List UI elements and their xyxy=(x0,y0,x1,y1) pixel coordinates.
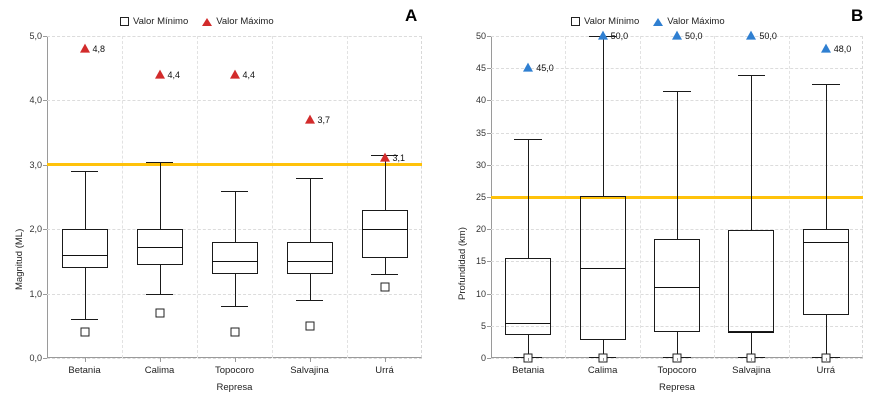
whisker-cap-upper xyxy=(812,84,840,85)
max-value-label: 3,7 xyxy=(317,114,331,125)
x-tick-label: Topocoro xyxy=(214,365,255,376)
max-value-label: 48,0 xyxy=(833,43,852,54)
max-value-label: 4,4 xyxy=(242,69,256,80)
y-tick-mark xyxy=(487,294,491,295)
legend-label-min-a: Valor Mínimo xyxy=(133,16,189,27)
y-tick-mark xyxy=(487,326,491,327)
median-line xyxy=(137,247,183,248)
median-line xyxy=(287,261,333,262)
legend-item-min-a xyxy=(120,16,188,27)
y-tick-label: 2,0 xyxy=(29,224,42,235)
gridline xyxy=(47,100,422,101)
x-tick-mark xyxy=(677,358,678,362)
x-axis-title-a: Represa xyxy=(216,382,253,393)
max-marker xyxy=(380,153,390,162)
x-tick-label: Calima xyxy=(587,365,618,376)
box xyxy=(362,210,408,258)
whisker-cap-upper xyxy=(738,75,766,76)
y-tick-mark xyxy=(487,68,491,69)
x-tick-mark xyxy=(826,358,827,362)
triangle-up-icon xyxy=(653,18,663,26)
whisker-cap-lower xyxy=(146,294,174,295)
y-tick-mark xyxy=(487,165,491,166)
y-axis-title-b: Profundidad (km) xyxy=(457,227,468,300)
whisker-upper xyxy=(826,84,827,229)
min-marker xyxy=(80,328,89,337)
box xyxy=(62,229,108,268)
whisker-upper xyxy=(751,75,752,231)
legend-item-max-a xyxy=(202,16,273,27)
max-value-label: 4,4 xyxy=(167,69,181,80)
median-line xyxy=(212,261,258,262)
y-tick-label: 3,0 xyxy=(29,159,42,170)
max-value-label: 45,0 xyxy=(536,63,554,74)
max-marker xyxy=(598,31,608,40)
gridline xyxy=(47,36,422,37)
y-tick-label: 5 xyxy=(480,320,486,331)
x-tick-label: Betania xyxy=(512,365,545,376)
whisker-cap-lower xyxy=(71,319,99,320)
whisker-lower xyxy=(85,268,86,320)
x-tick-label: Topocoro xyxy=(657,365,697,376)
whisker-cap-lower xyxy=(221,306,249,307)
y-tick-label: 20 xyxy=(475,224,486,235)
category-separator xyxy=(122,36,123,358)
max-value-label: 50,0 xyxy=(759,31,777,41)
legend-label-min-b: Valor Mínimo xyxy=(584,16,640,27)
y-tick-mark xyxy=(487,358,491,359)
legend-item-max-b xyxy=(653,16,724,27)
max-marker xyxy=(80,43,90,52)
threshold-line xyxy=(47,163,422,166)
whisker-upper xyxy=(603,36,604,196)
y-tick-mark xyxy=(487,261,491,262)
x-tick-mark xyxy=(310,358,311,362)
x-tick-label: Urrá xyxy=(816,365,836,376)
min-marker xyxy=(155,308,164,317)
y-tick-mark xyxy=(487,36,491,37)
whisker-cap-upper xyxy=(663,91,691,92)
box xyxy=(212,242,258,274)
x-tick-mark xyxy=(751,358,752,362)
y-tick-mark xyxy=(43,100,47,101)
whisker-cap-lower xyxy=(296,300,324,301)
category-separator xyxy=(197,36,198,358)
x-tick-label: Urrá xyxy=(375,365,394,376)
whisker-lower xyxy=(310,274,311,300)
whisker-cap-upper xyxy=(514,139,542,140)
legend-label-max-a: Valor Máximo xyxy=(216,16,274,27)
y-tick-mark xyxy=(43,294,47,295)
y-tick-mark xyxy=(487,229,491,230)
plot-area-b xyxy=(475,31,863,376)
median-line xyxy=(362,229,408,230)
whisker-upper xyxy=(85,171,86,229)
y-tick-label: 25 xyxy=(475,192,486,202)
box xyxy=(654,239,700,332)
y-tick-mark xyxy=(487,133,491,134)
x-tick-label: Calima xyxy=(144,365,175,376)
legend-a xyxy=(120,16,274,27)
y-tick-label: 35 xyxy=(475,127,486,138)
y-tick-label: 4,0 xyxy=(29,95,42,106)
x-tick-mark xyxy=(160,358,161,362)
x-tick-label: Salvajina xyxy=(732,365,771,376)
x-tick-mark xyxy=(528,358,529,362)
y-tick-label: 0,0 xyxy=(29,353,42,363)
whisker-lower xyxy=(160,265,161,294)
panel-letter-b: B xyxy=(851,6,864,25)
category-separator xyxy=(272,36,273,358)
whisker-lower xyxy=(385,258,386,274)
max-value-label: 4,8 xyxy=(92,43,106,54)
panel-letter-a: A xyxy=(405,6,418,25)
chart-panel-b xyxy=(443,0,886,407)
x-tick-mark xyxy=(603,358,604,362)
whisker-upper xyxy=(235,191,236,243)
square-open-icon xyxy=(120,17,129,26)
y-tick-label: 45 xyxy=(475,63,486,74)
y-tick-label: 40 xyxy=(475,95,486,106)
category-separator xyxy=(347,36,348,358)
y-tick-label: 1,0 xyxy=(29,288,42,299)
median-line xyxy=(62,255,108,256)
y-tick-mark xyxy=(487,100,491,101)
max-marker xyxy=(672,31,682,40)
plot-area-a xyxy=(29,31,422,376)
x-tick-mark xyxy=(235,358,236,362)
min-marker xyxy=(380,283,389,292)
max-marker xyxy=(230,69,240,78)
median-line xyxy=(654,287,700,288)
median-line xyxy=(580,268,626,269)
max-marker xyxy=(523,63,533,72)
x-tick-mark xyxy=(85,358,86,362)
max-marker xyxy=(821,43,831,52)
whisker-upper xyxy=(160,162,161,230)
whisker-cap-upper xyxy=(146,162,174,163)
box xyxy=(728,230,774,332)
y-tick-label: 50 xyxy=(475,31,486,41)
max-value-label: 50,0 xyxy=(610,31,629,41)
x-tick-mark xyxy=(385,358,386,362)
whisker-lower xyxy=(235,274,236,306)
y-tick-mark xyxy=(43,229,47,230)
median-line xyxy=(803,242,849,243)
max-value-label: 3,1 xyxy=(392,153,406,164)
whisker-cap-upper xyxy=(71,171,99,172)
legend-label-max-b: Valor Máximo xyxy=(667,16,725,27)
min-marker xyxy=(230,328,239,337)
x-axis-title-b: Represa xyxy=(659,382,695,393)
y-tick-label: 30 xyxy=(475,159,486,170)
x-tick-label: Betania xyxy=(68,365,101,376)
max-marker xyxy=(746,31,756,40)
y-tick-label: 5,0 xyxy=(29,31,42,41)
y-tick-mark xyxy=(43,36,47,37)
whisker-lower xyxy=(826,315,827,357)
y-tick-label: 10 xyxy=(475,288,486,299)
triangle-up-icon xyxy=(202,18,212,26)
max-marker xyxy=(305,114,315,123)
y-tick-label: 15 xyxy=(475,256,486,267)
y-tick-mark xyxy=(43,358,47,359)
whisker-cap-upper xyxy=(296,178,324,179)
whisker-cap-lower xyxy=(371,274,399,275)
box xyxy=(505,258,551,335)
max-value-label: 50,0 xyxy=(685,31,703,41)
whisker-upper xyxy=(385,155,386,210)
box xyxy=(287,242,333,274)
y-tick-label: 0 xyxy=(480,353,486,363)
max-marker xyxy=(155,69,165,78)
legend-b xyxy=(571,16,725,27)
legend-item-min-b xyxy=(571,16,639,27)
square-open-icon xyxy=(571,17,580,26)
median-line xyxy=(728,332,774,333)
whisker-upper xyxy=(677,91,678,239)
whisker-upper xyxy=(310,178,311,242)
median-line xyxy=(505,323,551,324)
x-tick-label: Salvajina xyxy=(290,365,329,376)
whisker-upper xyxy=(528,139,529,258)
min-marker xyxy=(305,321,314,330)
whisker-cap-upper xyxy=(221,191,249,192)
y-axis-title-a: Magnitud (ML) xyxy=(14,228,25,290)
